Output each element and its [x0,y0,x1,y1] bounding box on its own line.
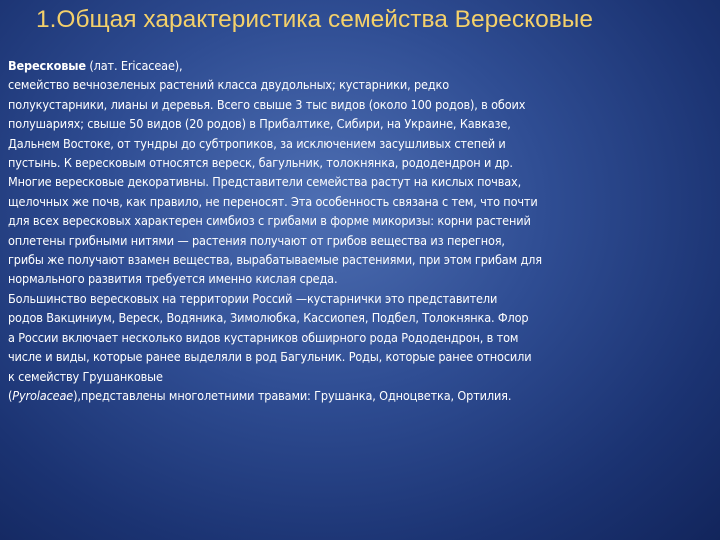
body-line: грибы же получают взамен вещества, вырабатываемые растениями, при этом грибам для [8,252,542,268]
body-line: числе и виды, которые ранее выделяли в род Багульник. Роды, которые ранее относили [8,349,532,365]
body-line: пустынь. К вересковым относятся вереск, багульник, толокнянка, рододендрон и др. [8,155,513,171]
body-line: Большинство вересковых на территории Россий —кустарнички это представители [8,290,498,306]
body-line: семейство вечнозеленых растений класса двудольных; кустарники, редко [8,77,450,93]
last-line-rest: ),представлены многолетними травами: Грушанка, Одноцветка, Ортилия. [73,387,512,403]
intro-line [8,56,708,75]
body-line: оплетены грибными нитями — растения получают от грибов вещества из перегноя, [8,232,505,248]
body-line: к семейству Грушанковые [8,368,163,384]
slide-body [8,56,708,405]
pyrolaceae-latin: Pyrolaceae [12,387,74,403]
body-line: а России включает несколько видов кустарников обширного рода Рододендрон, в том [8,329,519,345]
body-line: нормального развития требуется именно кислая среда. [8,271,338,287]
body-line: для всех вересковых характерен симбиоз с грибами в форме микоризы: корни растений [8,213,531,229]
body-line: родов Вакциниум, Вереск, Водяника, Зимолюбка, Кассиопея, Подбел, Толокнянка. Флор [8,310,529,326]
body-line: Дальнем Востоке, от тундры до субтропиков, за исключением засушливых степей и [8,135,506,151]
last-line [8,386,708,405]
body-line: щелочных же почв, как правило, не переносят. Эта особенность связана с тем, что почти [8,193,538,209]
slide-title: 1.Общая характеристика семейства Вересковые [36,6,593,33]
family-term: Вересковые [8,58,86,73]
paren-open: ( [8,387,13,403]
body-line: Многие вересковые декоративны. Представители семейства растут на кислых почвах, [8,174,522,190]
body-line: полукустарники, лианы и деревья. Всего свыше 3 тыс видов (около 100 родов), в обоих [8,96,526,112]
latin-name: (лат. Ericaceae), [85,58,183,73]
body-line: полушариях; свыше 50 видов (20 родов) в Прибалтике, Сибири, на Украине, Кавказе, [8,116,511,132]
